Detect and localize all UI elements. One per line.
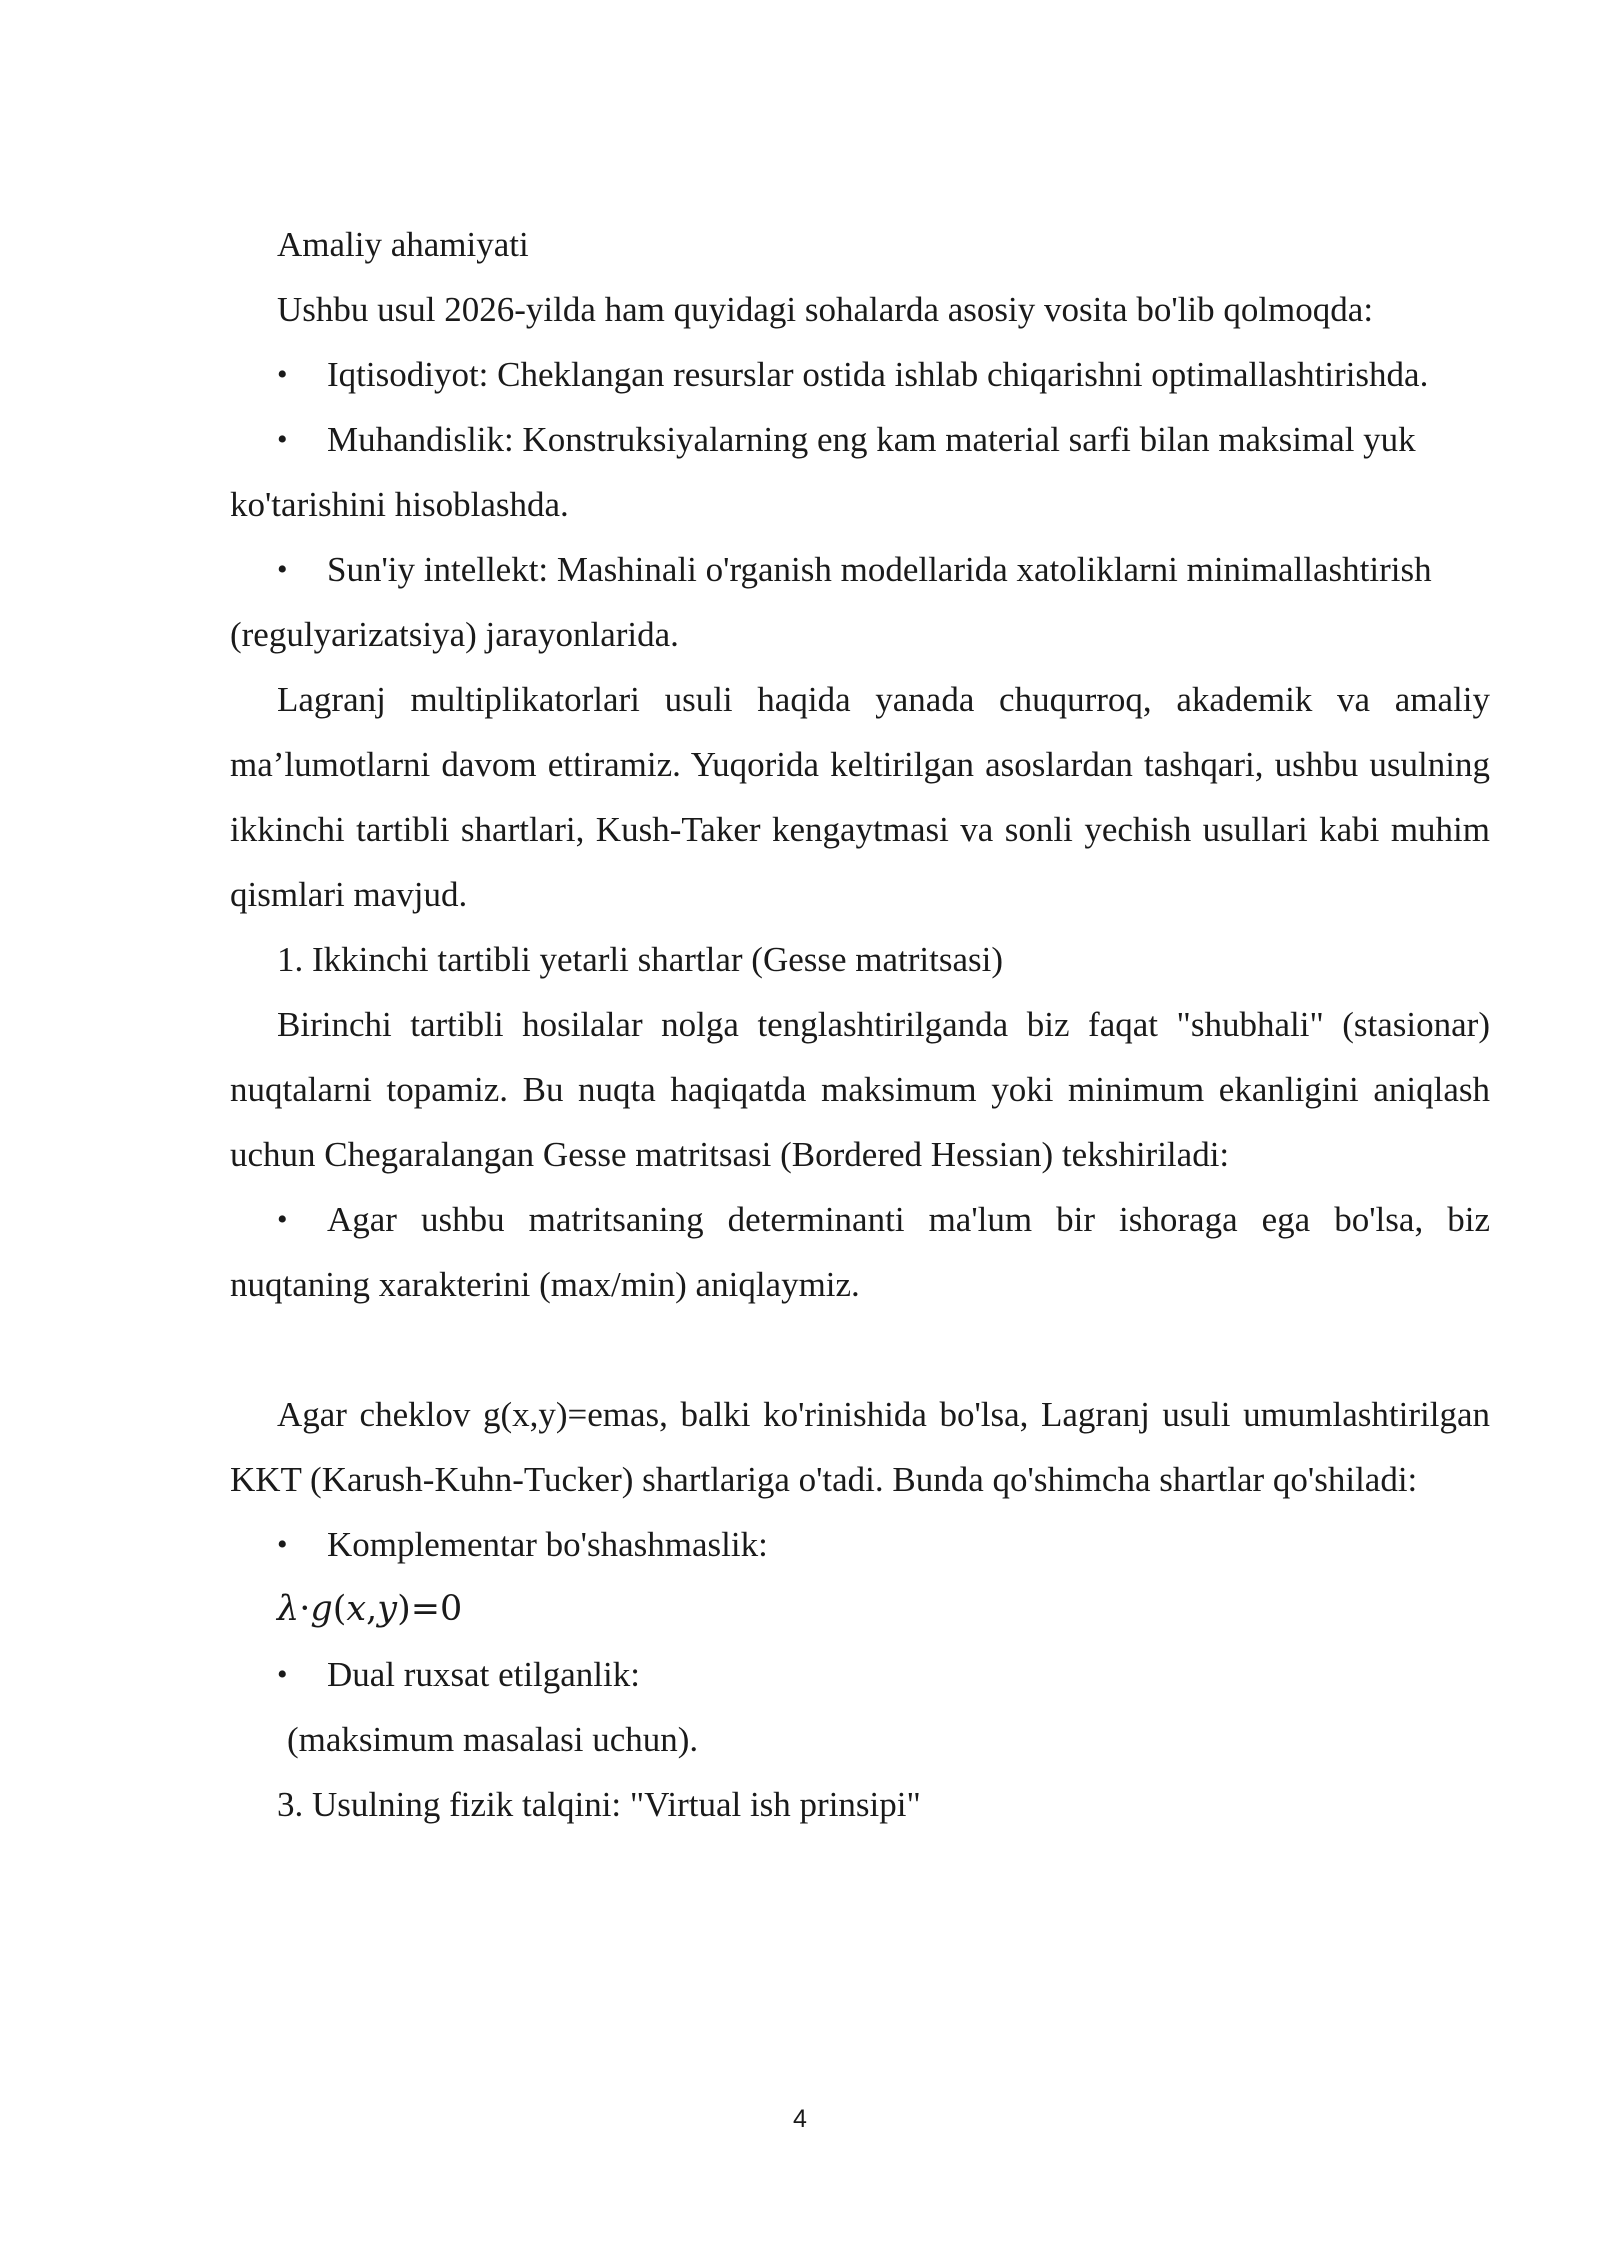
blank-line xyxy=(230,1317,1490,1382)
list-item xyxy=(230,1642,1490,1707)
list-item-text: Iqtisodiyot: Cheklangan resurslar ostida ishlab chiqarishni optimallashtirishda. xyxy=(327,355,1429,394)
list-item xyxy=(230,1187,1490,1317)
formula-dot: · xyxy=(299,1589,311,1629)
bullet-marker: • xyxy=(277,1203,288,1236)
formula-close: )=0 xyxy=(397,1589,463,1629)
formula-comma: , xyxy=(366,1589,378,1629)
list-item xyxy=(230,537,1490,667)
list-item-text: Muhandislik: Konstruksiyalarning eng kam material sarfi bilan maksimal yuk ko'tarishini hisoblashda. xyxy=(230,420,1416,524)
math-formula xyxy=(230,1577,1490,1642)
section-title: 1. Ikkinchi tartibli yetarli shartlar (Gesse matritsasi) xyxy=(277,940,1004,979)
formula-g: g xyxy=(310,1589,333,1629)
formula-y: y xyxy=(377,1589,398,1629)
body-paragraph: Agar cheklov g(x,y)=emas, balki ko'rinishida bo'lsa, Lagranj usuli umumlashtirilgan KKT (Karush-Kuhn-Tucker) shartlariga o'tadi. Bunda qo'shimcha shartlar qo'shiladi: xyxy=(230,1395,1490,1499)
body-paragraph: Birinchi tartibli hosilalar nolga tenglashtirilganda biz faqat "shubhali" (stasionar) nuqtalarni topamiz. Bu nuqta haqiqatda maksimum yoki minimum ekanligini aniqlash uchun Chegaralangan Gesse matritsasi (Bordered Hessian) tekshiriladi: xyxy=(230,1005,1490,1174)
list-item-text: Komplementar bo'shashmaslik: xyxy=(327,1525,768,1564)
bullet-marker: • xyxy=(277,1658,288,1691)
list-item xyxy=(230,407,1490,537)
page-content xyxy=(230,212,1490,1837)
bullet-marker: • xyxy=(277,553,288,586)
bullet-marker: • xyxy=(277,1528,288,1561)
list-item xyxy=(230,1512,1490,1577)
bullet-marker: • xyxy=(277,423,288,456)
list-item-text: Agar ushbu matritsaning determinanti ma'lum bir ishoraga ega bo'lsa, biz nuqtaning xarakterini (max/min) aniqlaymiz. xyxy=(230,1200,1490,1304)
note-line: (maksimum masalasi uchun). xyxy=(287,1720,699,1759)
page-number: 4 xyxy=(793,2105,807,2133)
formula-lambda: λ xyxy=(277,1589,300,1629)
list-item-text: Dual ruxsat etilganlik: xyxy=(327,1655,640,1694)
list-item xyxy=(230,342,1490,407)
body-paragraph: Lagranj multiplikatorlari usuli haqida yanada chuqurroq, akademik va amaliy ma’lumotlarni davom ettiramiz. Yuqorida keltirilgan asoslardan tashqari, ushbu usulning ikkinchi tartibli shartlari, Kush-Taker kengaytmasi va sonli yechish usullari kabi muhim qismlari mavjud. xyxy=(230,680,1490,914)
formula-open: ( xyxy=(332,1589,347,1629)
formula-x: x xyxy=(346,1589,367,1629)
section-heading: Amaliy ahamiyati xyxy=(277,225,529,264)
list-item-text: Sun'iy intellekt: Mashinali o'rganish modellarida xatoliklarni minimallashtirish (regulyarizatsiya) jarayonlarida. xyxy=(230,550,1432,654)
section-title: 3. Usulning fizik talqini: "Virtual ish prinsipi" xyxy=(277,1785,921,1824)
bullet-marker: • xyxy=(277,358,288,391)
intro-paragraph: Ushbu usul 2026-yilda ham quyidagi sohalarda asosiy vosita bo'lib qolmoqda: xyxy=(277,290,1374,329)
